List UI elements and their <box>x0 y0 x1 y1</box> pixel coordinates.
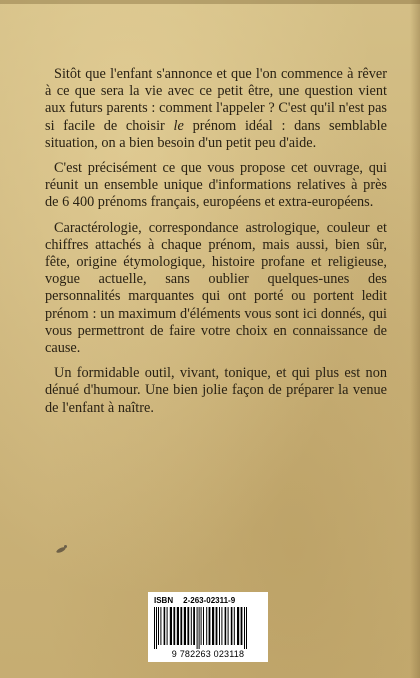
barcode-bar <box>199 607 200 649</box>
barcode-bar <box>228 607 229 645</box>
isbn-label: ISBN <box>154 596 174 605</box>
barcode-bar <box>173 607 175 645</box>
blurb-paragraph-1: Sitôt que l'enfant s'annonce et que l'on commence à rêver à ce que sera la vie avec ce petit être, une question vient aux futurs parents : comment l'appeler ? C'est qu'il n'est pas si facile de choisir le prénom idéal : dans semblable situation, on a bien besoin d'un petit peu d'aide. <box>45 66 388 151</box>
barcode-bar <box>170 607 172 645</box>
barcode-bar <box>237 607 239 645</box>
barcode-bar <box>225 607 227 645</box>
blurb-paragraph-4: Un formidable outil, vivant, tonique, et qui plus est non dénué d'humour. Une bien jolie façon de préparer la venue de l'enfant à naître. <box>45 365 387 416</box>
barcode-bar <box>203 607 204 645</box>
barcode-bar <box>201 607 202 645</box>
barcode-bar <box>193 607 195 645</box>
barcode-bar <box>221 607 222 645</box>
barcode-graphic <box>152 607 264 649</box>
barcode-bar <box>212 607 214 645</box>
barcode-bar <box>246 607 247 649</box>
barcode-bar <box>197 607 198 649</box>
barcode-bar <box>219 607 220 645</box>
barcode-bar <box>156 607 157 649</box>
barcode-bar <box>234 607 235 645</box>
barcode-bar <box>191 607 192 645</box>
cover-speck-small <box>64 545 67 548</box>
cover-edge-shadow <box>410 0 420 678</box>
blurb-text <box>45 66 387 425</box>
isbn-number: 2-263-02311-9 <box>183 596 236 605</box>
barcode-bar <box>180 607 182 645</box>
barcode-bar <box>241 607 243 645</box>
blurb-paragraph-2: C'est précisément ce que vous propose cet ouvrage, qui réunit un ensemble unique d'informations relatives à près de 6 400 prénoms français, européens et extra-européens. <box>45 160 387 211</box>
barcode-bar <box>209 607 211 645</box>
barcode-bar <box>158 607 159 645</box>
barcode-bar <box>167 607 168 645</box>
barcode-bar <box>164 607 166 645</box>
barcode-bar <box>216 607 218 645</box>
barcode-bar <box>206 607 207 645</box>
cover-top-edge <box>0 0 420 4</box>
barcode-bar <box>154 607 155 649</box>
barcode-bar <box>177 607 179 645</box>
italic-word: le <box>173 117 184 134</box>
barcode-bar <box>187 607 189 645</box>
barcode-bar <box>184 607 186 645</box>
barcode-digits: 9 782263 023118 <box>171 649 245 659</box>
blurb-paragraph-3: Caractérologie, correspondance astrologique, couleur et chiffres attachés à chaque prénom, mais aussi, bien sûr, fête, origine étymologique, histoire profane et religieuse, vogue actuelle, sans oublier quelques-unes des personnalités marquantes qui ont porté ou portent ledit prénom : un maximum d'éléments vous sont ici donnés, qui vous permettront de faire votre choix en connaissance de cause. <box>45 219 387 357</box>
barcode-bar <box>160 607 161 645</box>
barcode-bar <box>231 607 233 645</box>
isbn-barcode-label <box>148 592 268 662</box>
barcode-bar <box>244 607 245 649</box>
isbn-line <box>152 595 264 606</box>
